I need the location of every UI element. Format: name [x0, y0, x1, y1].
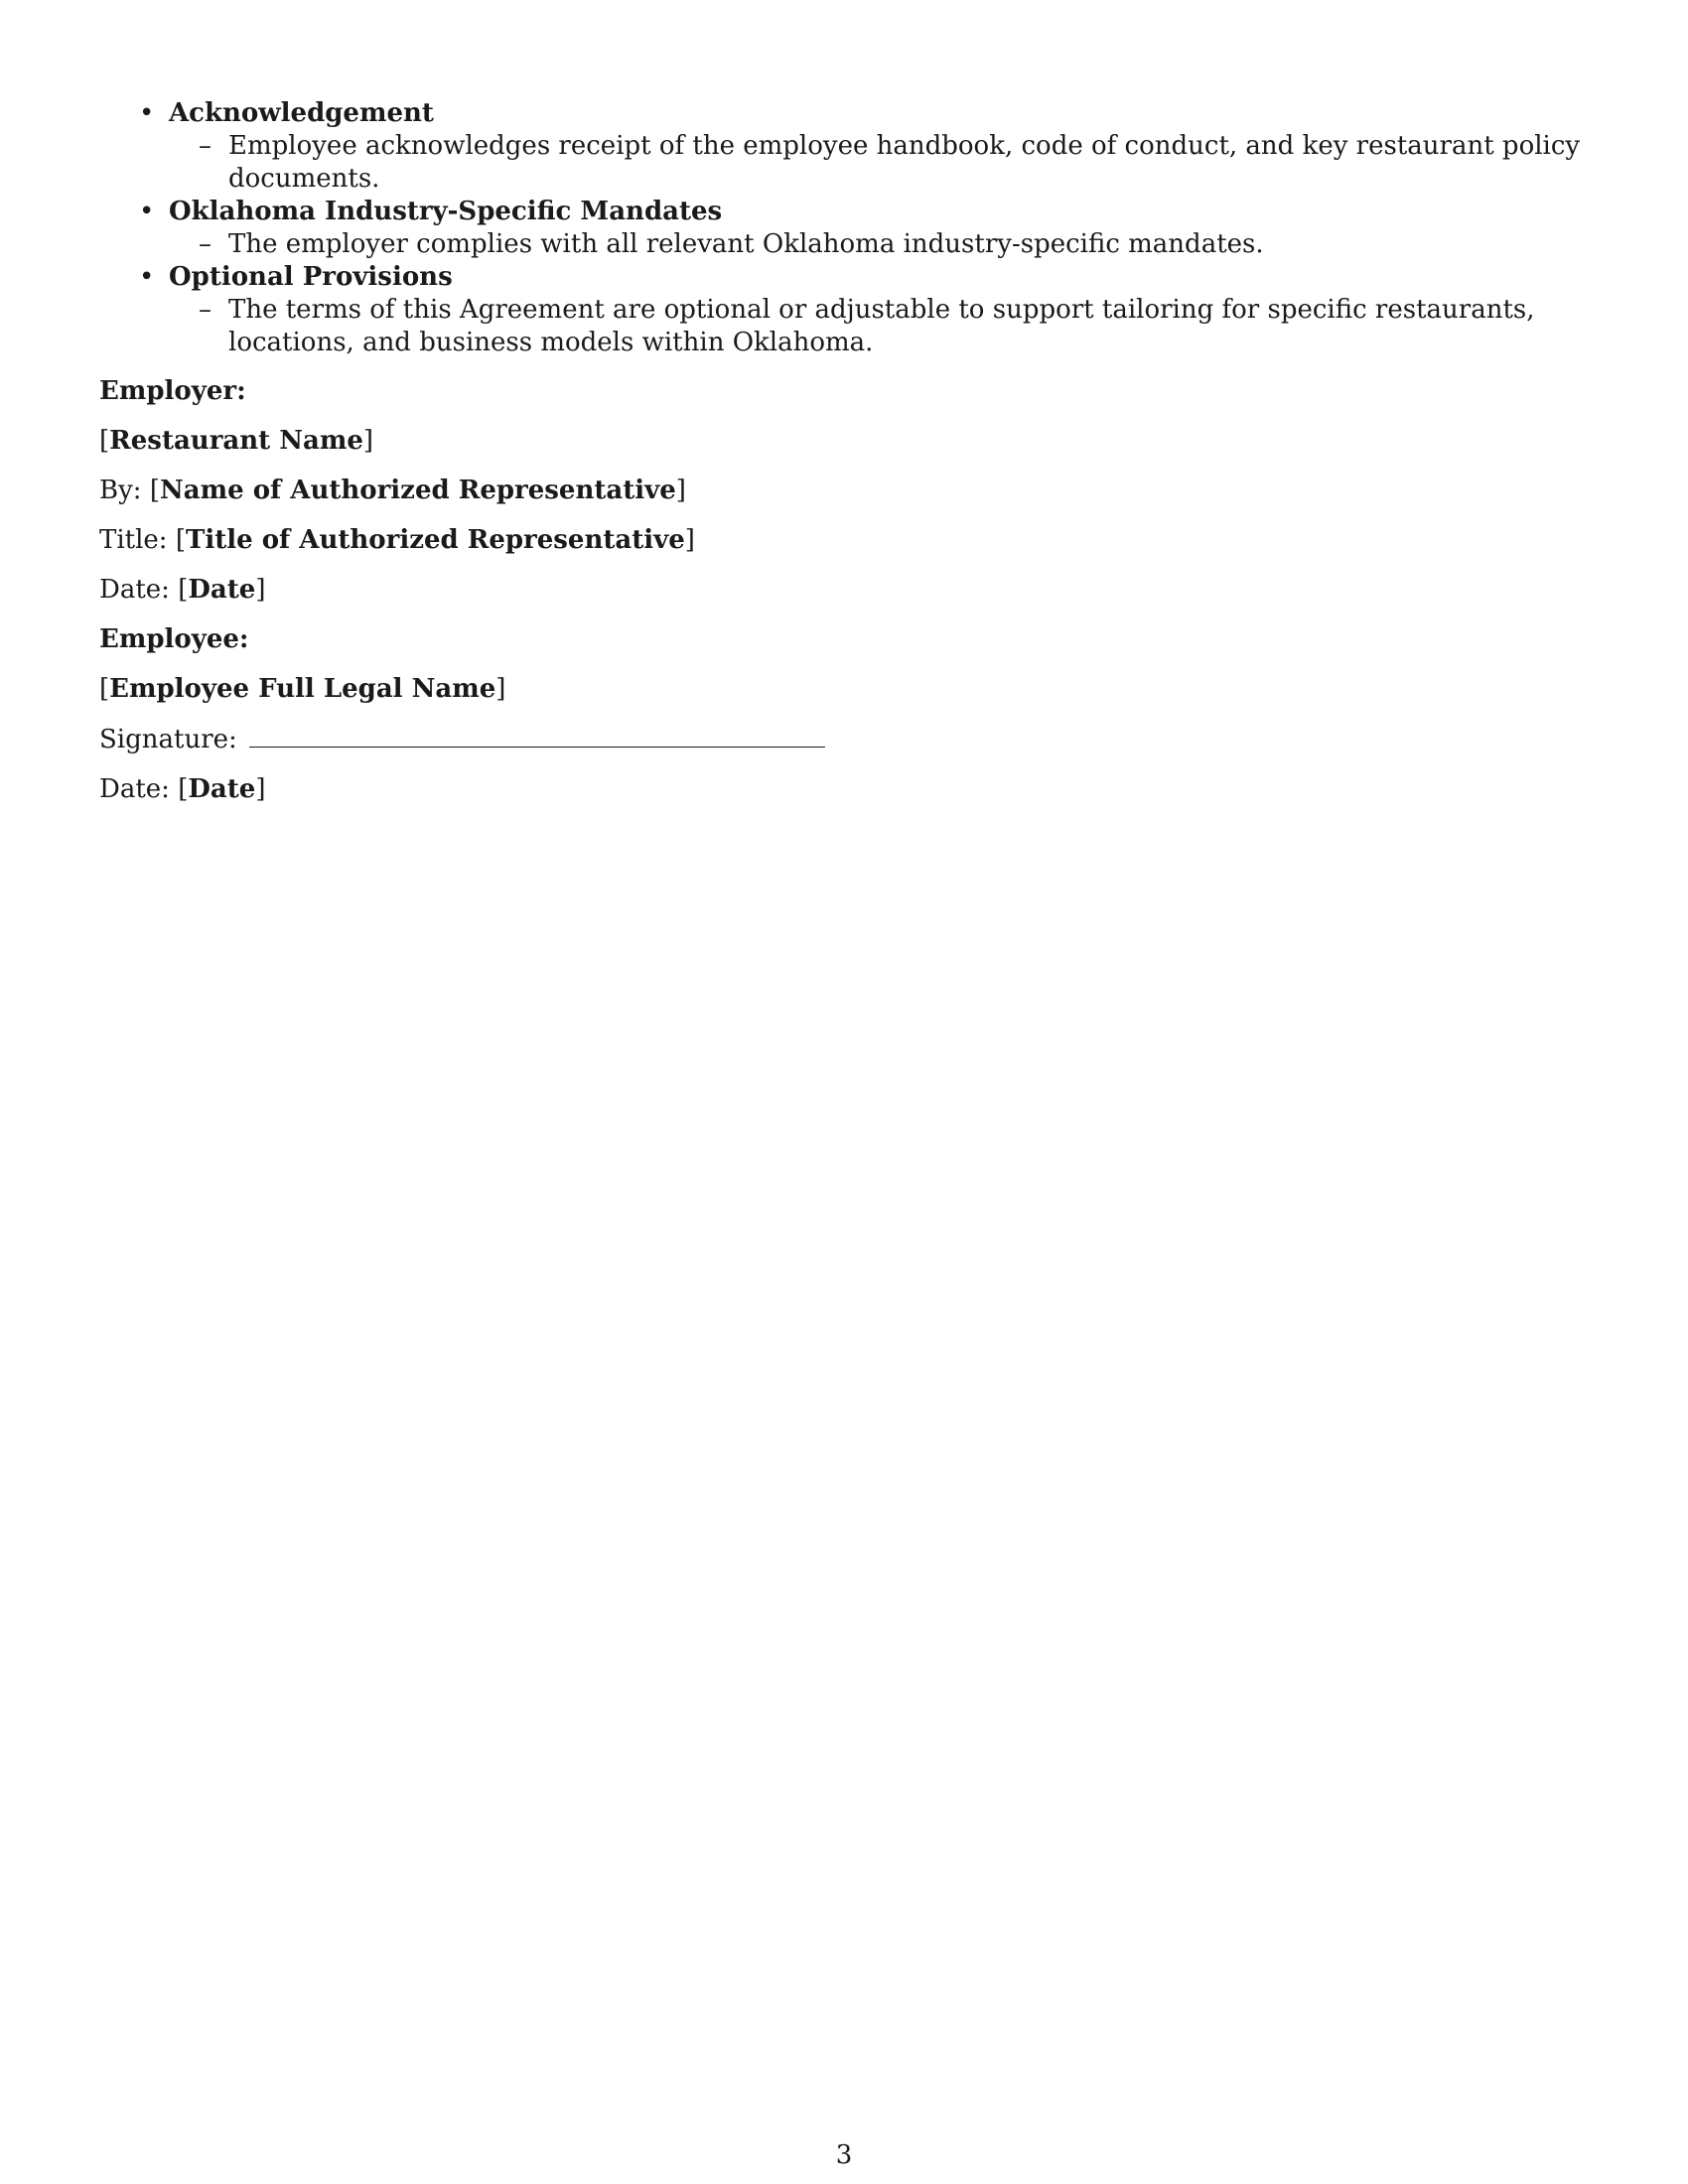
dash-icon: –: [199, 131, 211, 161]
item-detail-text: The terms of this Agreement are optional or adjustable to support tailoring for specific restaurants, locations, and business models within Oklahoma.: [228, 295, 1535, 357]
bullet-icon: •: [139, 98, 155, 128]
date-label: Date:: [99, 575, 170, 605]
list-item: [99, 261, 1609, 359]
employer-title-line: Title: [Title of Authorized Representative]: [99, 525, 695, 555]
item-detail: [169, 130, 1609, 196]
list-item: [99, 196, 1609, 261]
signature-label: Signature:: [99, 725, 237, 754]
provisions-list: [99, 97, 1609, 359]
page-number: 3: [835, 2140, 853, 2170]
employee-signature-line: [99, 723, 1609, 756]
page-content: [99, 97, 1609, 823]
signature-blank[interactable]: [249, 723, 825, 748]
employee-heading: Employee:: [99, 624, 249, 654]
date-label: Date:: [99, 774, 170, 804]
list-item: [99, 97, 1609, 196]
item-detail: [169, 294, 1609, 359]
employee-signature-block: [99, 623, 1609, 806]
employee-name-placeholder: Employee Full Legal Name: [109, 674, 496, 704]
representative-name-placeholder: Name of Authorized Representative: [159, 476, 676, 505]
by-label: By:: [99, 476, 142, 505]
employee-name-line: [Employee Full Legal Name]: [99, 674, 506, 704]
employer-date-line: Date: [Date]: [99, 575, 266, 605]
dash-icon: –: [199, 229, 211, 259]
dash-icon: –: [199, 295, 211, 325]
employer-date-placeholder: Date: [188, 575, 256, 605]
bullet-icon: •: [139, 262, 155, 292]
employer-by-line: By: [Name of Authorized Representative]: [99, 476, 686, 505]
bullet-icon: •: [139, 197, 155, 226]
item-detail: [169, 228, 1609, 261]
employee-date-placeholder: Date: [188, 774, 256, 804]
representative-title-placeholder: Title of Authorized Representative: [186, 525, 685, 555]
item-detail-text: The employer complies with all relevant Oklahoma industry-specific mandates.: [228, 229, 1264, 259]
restaurant-name-placeholder: Restaurant Name: [109, 426, 363, 456]
title-label: Title:: [99, 525, 168, 555]
item-title: Optional Provisions: [169, 262, 453, 292]
employer-name-line: [Restaurant Name]: [99, 426, 374, 456]
item-detail-text: Employee acknowledges receipt of the employee handbook, code of conduct, and key restaurant policy documents.: [228, 131, 1581, 194]
item-title: Acknowledgement: [169, 98, 434, 128]
employer-heading: Employer:: [99, 376, 246, 406]
employee-date-line: Date: [Date]: [99, 774, 266, 804]
employer-signature-block: [99, 375, 1609, 607]
item-title: Oklahoma Industry-Specific Mandates: [169, 197, 723, 226]
